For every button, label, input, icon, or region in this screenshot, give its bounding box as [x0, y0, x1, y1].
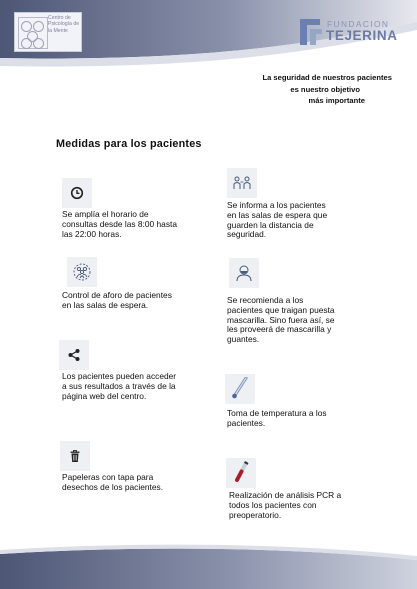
- slogan: [252, 72, 392, 107]
- thermometer-icon: [225, 374, 255, 404]
- masked-person-icon: [229, 258, 259, 288]
- ft-monogram-icon: [300, 19, 322, 45]
- foundation-logo-line2: TEJERINA: [326, 28, 398, 43]
- trash-bin-icon: [60, 441, 90, 471]
- center-logo-text: Centro de Psicología de la Mente: [48, 15, 80, 34]
- section-title: Medidas para los pacientes: [56, 138, 202, 150]
- clock-icon: [62, 178, 92, 208]
- measure-text-results: Los pacientes pueden acceder a sus resultados a través de la página web del centro.: [62, 371, 177, 401]
- social-distance-icon: [227, 168, 257, 198]
- measure-text-pcr: Realización de análisis PCR a todos los pacientes con preoperatorio.: [229, 490, 342, 520]
- foundation-logo-line1: FUNDACION: [327, 19, 390, 29]
- measure-text-mask: Se recomienda a los pacientes que traigan puesta mascarilla. Sino fuera así, se les proveerá de mascarilla y guantes.: [227, 295, 335, 345]
- center-logo: [14, 12, 82, 52]
- slogan-line-3: más importante: [308, 96, 365, 106]
- measure-text-distance: Se informa a los pacientes en las salas de espera que guarden la distancia de seguridad.: [227, 200, 328, 240]
- measure-text-bins: Papeleras con tapa para desechos de los pacientes.: [62, 472, 164, 492]
- slogan-line-1: La seguridad de nuestros pacientes: [262, 73, 392, 82]
- foundation-logo: [296, 18, 398, 46]
- measure-text-capacity: Control de aforo de pacientes en las salas de espera.: [62, 290, 172, 310]
- footer-wave-band: [0, 540, 417, 589]
- measure-text-schedule: Se amplía el horario de consultas desde las 8:00 hasta las 22:00 horas.: [62, 209, 178, 239]
- share-icon: [59, 340, 89, 370]
- group-capacity-icon: [67, 257, 97, 287]
- brain-logo-icon: [18, 17, 48, 49]
- slogan-line-2: es nuestro objetivo: [290, 84, 360, 94]
- test-tube-icon: [226, 458, 256, 488]
- measure-text-temperature: Toma de temperatura a los pacientes.: [227, 408, 327, 428]
